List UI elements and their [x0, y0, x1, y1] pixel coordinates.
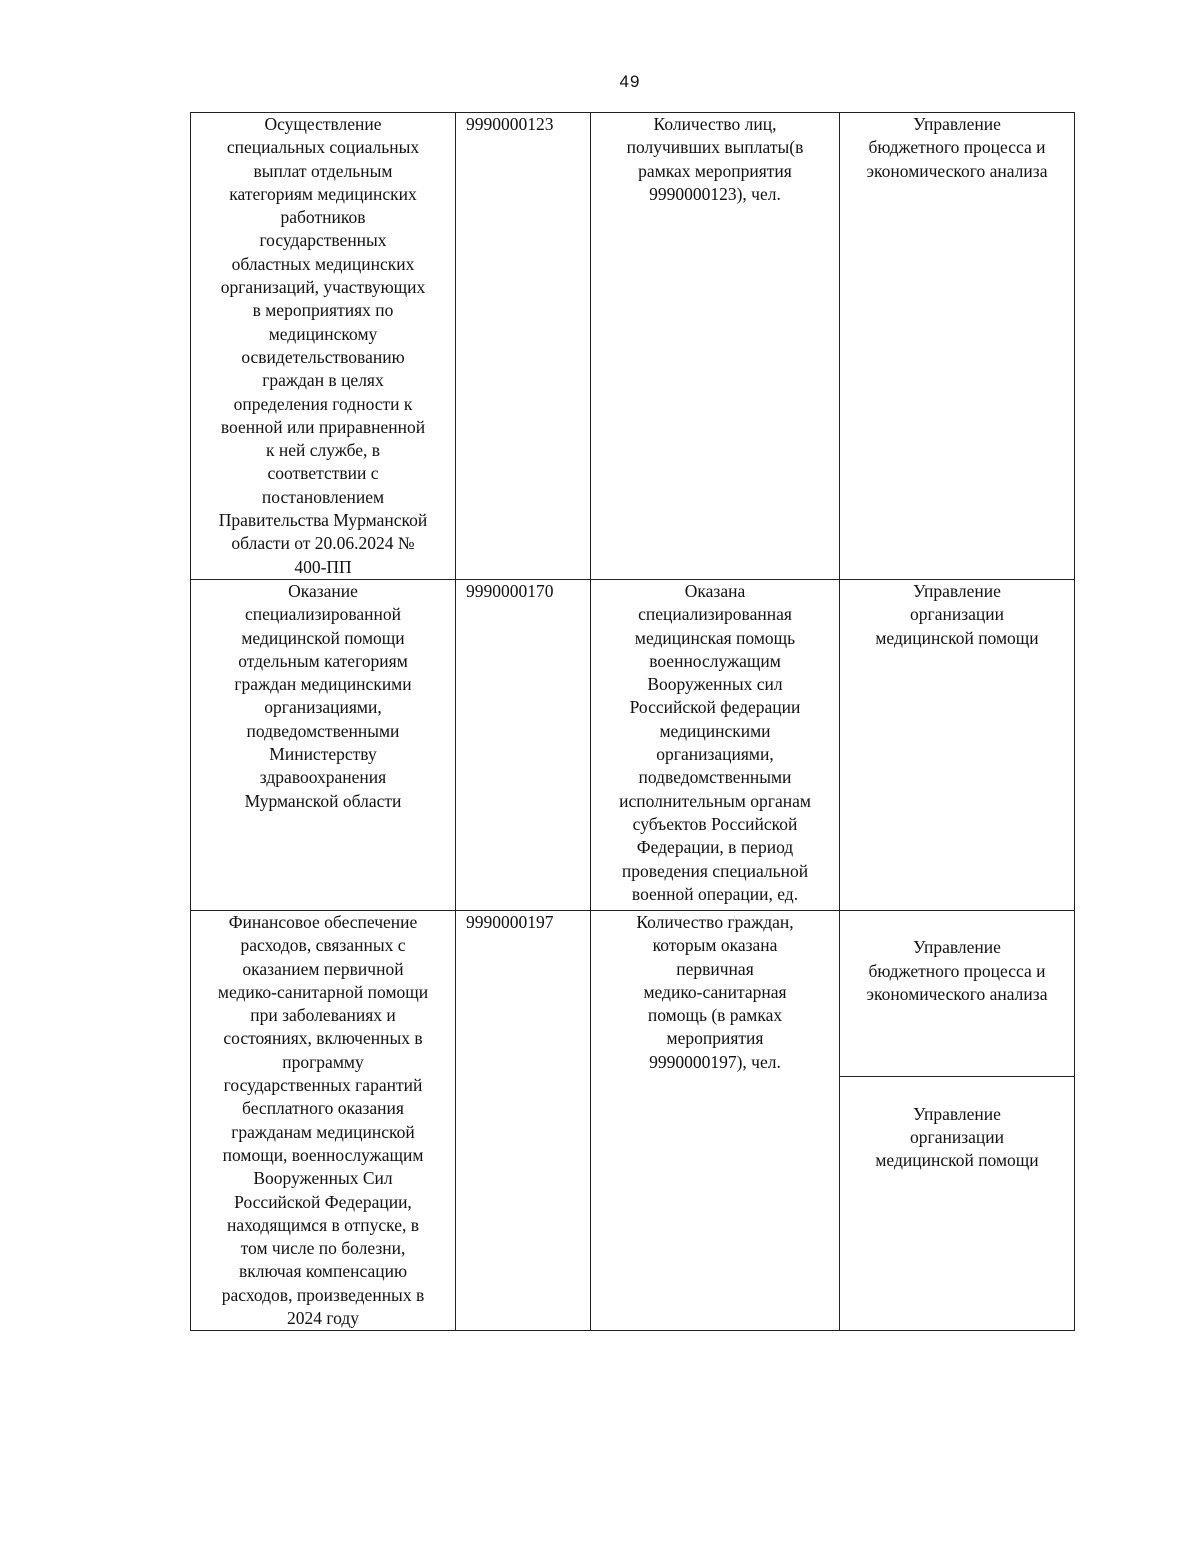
responsible-cell: Управление организации медицинской помощи [840, 579, 1075, 910]
responsible-first: Управление бюджетного процесса и экономического анализа [840, 934, 1074, 1077]
event-name-cell: Финансовое обеспечение расходов, связанных с оказанием первичной медико-санитарной помощи при заболеваниях и состояниях, включенных в программу государственных гарантий бесплатного оказания гражданам медицинской помощи, военнослужащим Вооруженных Сил Российской Федерации, находящимся в отпуске, в том числе по болезни, включая компенсацию расходов, произведенных в 2024 году [191, 910, 456, 1330]
indicator-cell: Количество лиц, получивших выплаты(в рамках мероприятия 9990000123), чел. [591, 113, 840, 580]
measures-table [190, 112, 1075, 1331]
indicator-cell: Количество граждан, которым оказана первичная медико-санитарная помощь (в рамках мероприятия 9990000197), чел. [591, 910, 840, 1330]
budget-code-cell: 9990000123 [456, 113, 591, 580]
table-row [191, 910, 1075, 1330]
responsible-cell-split [840, 910, 1075, 1330]
responsible-second: Управление организации медицинской помощи [875, 1103, 1039, 1171]
event-name-cell: Осуществление специальных социальных выплат отдельным категориям медицинских работников государственных областных медицинских организаций, участвующих в мероприятиях по медицинскому освидетельствованию граждан в целях определения годности к военной или приравненной к ней службе, в соответствии с постановлением Правительства Мурманской области от 20.06.2024 № 400-ПП [191, 113, 456, 580]
table-row [191, 579, 1075, 910]
event-name-cell: Оказание специализированной медицинской помощи отдельным категориям граждан медицинскими организациями, подведомственными Министерству здравоохранения Мурманской области [191, 579, 456, 910]
budget-code-cell: 9990000197 [456, 910, 591, 1330]
budget-code-cell: 9990000170 [456, 579, 591, 910]
table-row [191, 113, 1075, 580]
responsible-cell: Управление бюджетного процесса и экономического анализа [840, 113, 1075, 580]
page-number: 49 [619, 72, 641, 91]
indicator-cell: Оказана специализированная медицинская помощь военнослужащим Вооруженных сил Российской федерации медицинскими организациями, подведомственными исполнительным органам субъектов Российской Федерации, в период проведения специальной военной операции, ед. [591, 579, 840, 910]
